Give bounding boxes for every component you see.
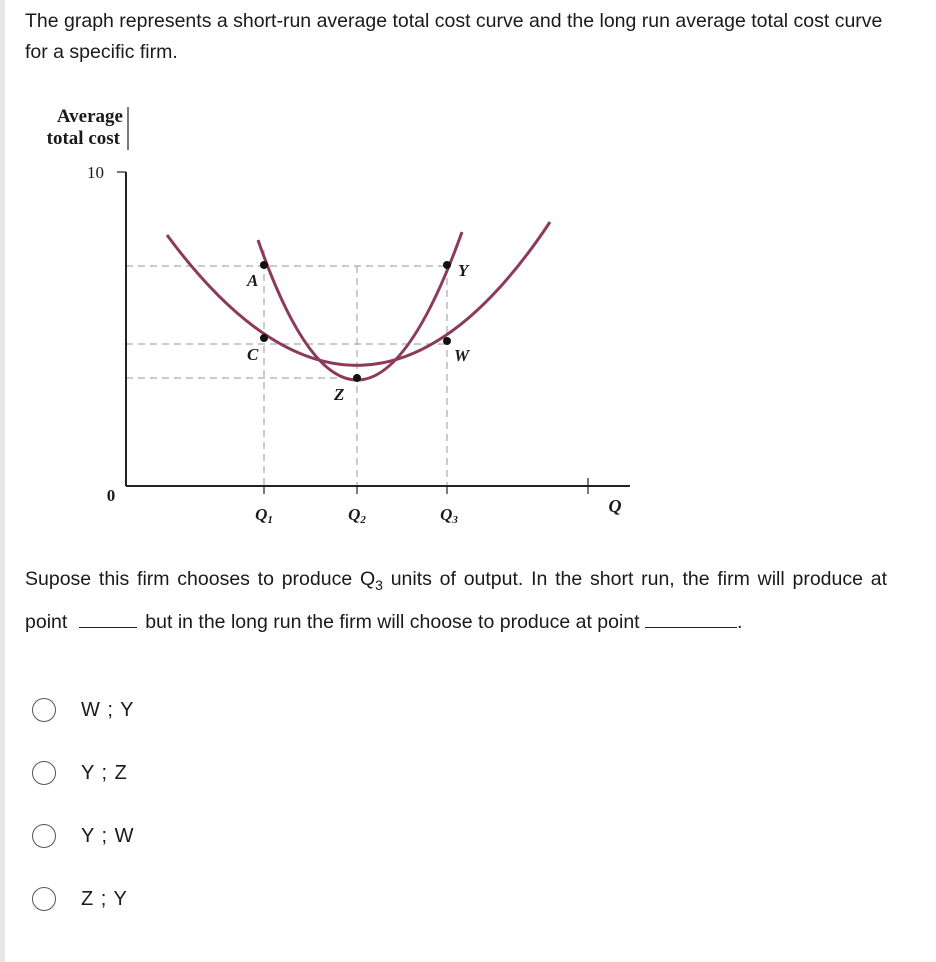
guide-lines xyxy=(126,250,447,485)
option-1[interactable] xyxy=(32,694,135,726)
option-2[interactable] xyxy=(32,757,135,789)
answer-options xyxy=(32,694,135,946)
question-part1: Supose this firm chooses to produce Q xyxy=(25,568,376,590)
q1-main: Q xyxy=(255,505,268,524)
point-A xyxy=(260,261,268,269)
question-end: . xyxy=(737,610,743,633)
y-axis-label-line2: total cost xyxy=(46,128,120,149)
x-tick-label-q1 xyxy=(255,505,273,526)
q2-main: Q xyxy=(348,505,361,524)
intro-text: The graph represents a short-run average total cost curve and the long run average total cost curve for a specific firm. xyxy=(25,10,883,63)
x-tick-label-q2 xyxy=(348,505,366,526)
point-C xyxy=(260,334,268,342)
question-part3: but in the long run the firm will choose to produce at point xyxy=(145,610,640,633)
q2-sub: 2 xyxy=(360,514,366,526)
q3-main: Q xyxy=(440,505,453,524)
y-axis-label-line1: Average xyxy=(56,106,123,127)
origin-label: 0 xyxy=(106,486,116,505)
point-W xyxy=(443,337,451,345)
option-4-label: Z ; Y xyxy=(81,887,128,910)
label-W: W xyxy=(454,346,470,365)
label-C: C xyxy=(247,345,259,364)
radio-button-icon[interactable] xyxy=(32,824,56,848)
q1-sub: 1 xyxy=(267,514,273,526)
option-3-label: Y ; W xyxy=(81,824,135,847)
question-text xyxy=(25,561,887,641)
blank-long-run xyxy=(645,607,737,628)
y-tick-label-10: 10 xyxy=(87,163,104,182)
label-Z: Z xyxy=(334,385,345,404)
radio-button-icon[interactable] xyxy=(32,761,56,785)
option-2-label: Y ; Z xyxy=(81,761,128,784)
blank-short-run xyxy=(79,607,137,628)
radio-button-icon[interactable] xyxy=(32,887,56,911)
label-A: A xyxy=(247,271,259,290)
radio-button-icon[interactable] xyxy=(32,698,56,722)
option-4[interactable] xyxy=(32,883,135,915)
q3-sub: 3 xyxy=(452,514,458,526)
option-3[interactable] xyxy=(32,820,135,852)
point-Z xyxy=(353,374,361,382)
question-q-sub: 3 xyxy=(375,576,383,593)
question-part2: units of output. In the short run, the firm will produce at point xyxy=(25,568,887,633)
label-Y: Y xyxy=(458,261,469,280)
short-run-atc-curve xyxy=(258,232,462,380)
cost-curve-graph xyxy=(0,90,660,530)
x-tick-label-q3 xyxy=(440,505,458,526)
point-Y xyxy=(443,261,451,269)
x-axis-label: Q xyxy=(608,496,622,516)
option-1-label: W ; Y xyxy=(81,698,135,721)
